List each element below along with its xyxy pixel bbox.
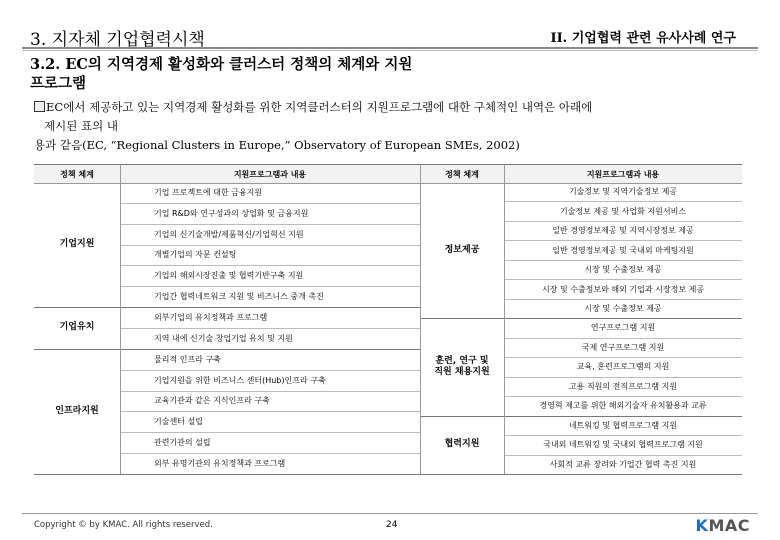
header-left-content: 지원프로그램과 내용 <box>120 164 420 184</box>
right-program-item: 기술정보 제공 및 사업화 지원서비스 <box>559 206 687 216</box>
logo-rest: MAC <box>708 516 750 535</box>
header-right-system: 정책 체계 <box>420 164 504 184</box>
section-header: 3. 지자체 기업협력시책 <box>30 30 205 50</box>
right-row-divider <box>504 260 742 261</box>
section-title-line1: 3.2. EC의 지역경제 활성화와 클러스터 정책의 체계와 지원 <box>30 56 413 73</box>
right-row-divider <box>504 396 742 397</box>
left-row-divider <box>120 432 420 433</box>
right-program-item: 교육, 훈련프로그램의 지원 <box>576 362 670 372</box>
right-program-item: 시장 및 수출정보와 해외 기업과 시장정보 제공 <box>541 284 705 294</box>
right-program-item: 국내외 네트워킹 및 국내외 협력프로그램 지원 <box>543 440 703 450</box>
right-program-item: 시장 및 수출정보 제공 <box>584 265 662 275</box>
chapter-header: II. 기업협력 관련 유사사례 연구 <box>550 31 736 46</box>
right-category: 협력지원 <box>444 439 480 450</box>
left-program-item: 기업의 신기술개발/제품혁신/기업혁신 지원 <box>154 229 304 239</box>
right-row-divider <box>504 299 742 300</box>
right-program-item: 경영혁 제고를 위한 해외기술자 유치활용과 교류 <box>539 401 707 411</box>
right-row-divider <box>504 240 742 241</box>
right-program-item: 연구프로그램 지원 <box>590 323 656 333</box>
right-program-item: 사회적 교류 장려와 기업간 협력 촉진 지원 <box>549 459 697 469</box>
left-program-item: 기업의 해외시장진출 및 협력기반구축 지원 <box>154 271 304 281</box>
kmac-logo <box>696 516 750 535</box>
left-program-item: 기술센터 설립 <box>154 417 203 427</box>
intro-paragraph <box>34 98 754 155</box>
left-program-item: 기업 프로젝트에 대한 금융지원 <box>154 187 263 197</box>
right-row-divider <box>504 357 742 358</box>
left-category: 기업지원 <box>59 239 95 250</box>
left-row-divider <box>120 453 420 454</box>
left-program-item: 관련기관의 설립 <box>154 438 211 448</box>
right-row-divider <box>504 377 742 378</box>
left-program-item: 외부 유명기관의 유치정책과 프로그램 <box>154 459 286 469</box>
left-row-divider <box>120 411 420 412</box>
left-row-divider <box>120 370 420 371</box>
header-divider <box>22 47 758 51</box>
right-row-divider <box>504 455 742 456</box>
right-program-item: 일반 경영정보제공 및 국내외 마케팅지원 <box>552 245 694 255</box>
right-category: 훈련, 연구 및 직원 채용지원 <box>434 355 490 377</box>
copyright: Copyright © by KMAC. All rights reserved. <box>34 520 213 530</box>
right-category: 정보제공 <box>444 244 480 255</box>
intro-line2: 제시된 표의 내 <box>44 119 118 133</box>
left-category: 인프라지원 <box>55 405 99 416</box>
left-program-item: 지역 내에 신기술 창업기업 유치 및 지원 <box>154 333 293 343</box>
right-program-item: 기술정보 및 지역기술정보 제공 <box>568 187 678 197</box>
section-title <box>30 55 412 93</box>
header-left-system: 정책 체계 <box>34 164 120 184</box>
intro-line1: EC에서 제공하고 있는 지역경제 활성화를 위한 지역클러스터의 지원프로그램에 대한 구체적인 내역은 아래에 <box>46 100 593 114</box>
column-divider <box>504 164 505 474</box>
left-row-divider <box>120 391 420 392</box>
left-row-divider <box>120 286 420 287</box>
left-program-item: 교육기관과 같은 지식인프라 구축 <box>154 396 270 406</box>
right-row-divider <box>504 435 742 436</box>
left-program-item: 기업간 협력네트워크 지원 및 비즈니스 중개 촉진 <box>154 292 324 302</box>
section-title-line2: 프로그램 <box>30 75 87 92</box>
right-program-item: 시장 및 수출정보 제공 <box>584 304 662 314</box>
intro-line3: 용과 같음(EC, “Regional Clusters in Europe,” Observatory of European SMEs, 2002) <box>34 138 520 152</box>
right-program-item: 일반 경영정보제공 및 지역시장정보 제공 <box>552 226 694 236</box>
right-row-divider <box>504 279 742 280</box>
left-program-item: 물리적 인프라 구축 <box>154 354 221 364</box>
left-group-divider <box>34 474 420 475</box>
left-program-item: 개별기업의 자문 컨설팅 <box>154 250 237 260</box>
support-program-table <box>34 164 742 474</box>
column-divider <box>420 164 421 474</box>
column-divider <box>120 164 121 474</box>
left-row-divider <box>120 224 420 225</box>
footer-divider <box>22 513 758 514</box>
right-group-divider <box>420 474 742 475</box>
left-row-divider <box>120 203 420 204</box>
left-row-divider <box>120 265 420 266</box>
page-number: 24 <box>386 520 398 530</box>
right-program-item: 고용 직원의 전직프로그램 지원 <box>568 381 678 391</box>
checkbox-bullet-icon <box>34 101 45 112</box>
header-right-content: 지원프로그램과 내용 <box>504 164 742 184</box>
right-row-divider <box>504 221 742 222</box>
right-program-item: 네트워킹 및 협력프로그램 지원 <box>568 420 678 430</box>
logo-k: K <box>695 516 709 535</box>
right-row-divider <box>504 338 742 339</box>
right-program-item: 국제 연구프로그램 지원 <box>581 342 665 352</box>
right-row-divider <box>504 201 742 202</box>
left-row-divider <box>120 245 420 246</box>
left-program-item: 외부기업의 유치정책과 프로그램 <box>154 313 268 323</box>
left-category: 기업유치 <box>59 322 95 333</box>
left-row-divider <box>120 328 420 329</box>
left-program-item: 기업 R&D와 연구성과의 상업화 및 금융지원 <box>154 208 309 218</box>
left-program-item: 기업지원을 위한 비즈니스 센터(Hub)인프라 구축 <box>154 375 326 385</box>
